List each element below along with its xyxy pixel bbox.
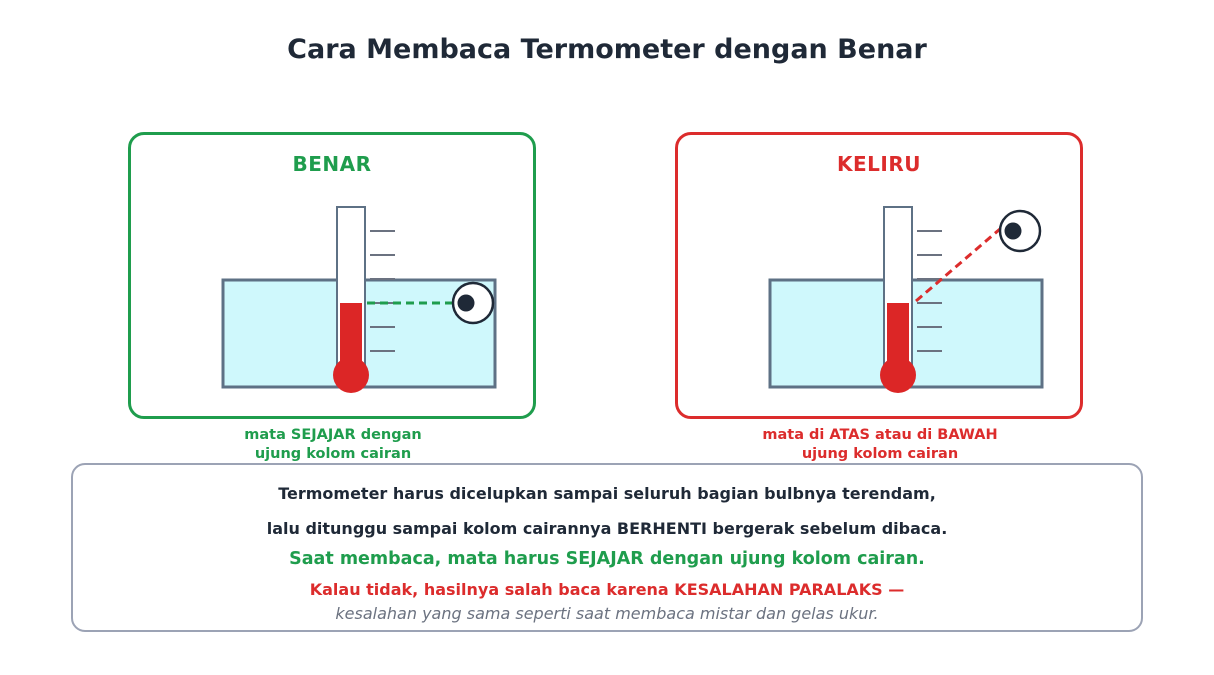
correct-panel-heading: BENAR [292,152,372,176]
eye-icon [453,283,493,323]
correct-caption-line1: mata SEJAJAR dengan [244,427,422,443]
wrong-caption-line2: ujung kolom cairan [801,445,959,462]
wrong-caption [675,426,1085,463]
wrong-panel-heading: KELIRU [837,152,921,176]
info-line-4: Kalau tidak, hasilnya salah baca karena KESALAHAN PARALAKS — [309,580,905,599]
correct-panel [128,132,536,419]
page-title: Cara Membaca Termometer dengan Benar [287,34,927,65]
wrong-illustration [678,135,1086,422]
info-line-2: lalu ditunggu sampai kolom cairannya BERHENTI bergerak sebelum dibaca. [266,519,948,538]
wrong-caption-line1: mata di ATAS atau di BAWAH [762,427,998,443]
correct-caption [128,426,538,463]
wrong-panel [675,132,1083,419]
info-line-5: kesalahan yang sama seperti saat membaca mistar dan gelas ukur. [335,604,879,623]
info-line-3: Saat membaca, mata harus SEJAJAR dengan ujung kolom cairan. [289,549,925,569]
info-box [71,463,1143,632]
correct-caption-line2: ujung kolom cairan [254,445,412,462]
correct-illustration [131,135,539,422]
info-line-1: Termometer harus dicelupkan sampai seluruh bagian bulbnya terendam, [278,484,936,503]
eye-icon [1000,211,1040,251]
